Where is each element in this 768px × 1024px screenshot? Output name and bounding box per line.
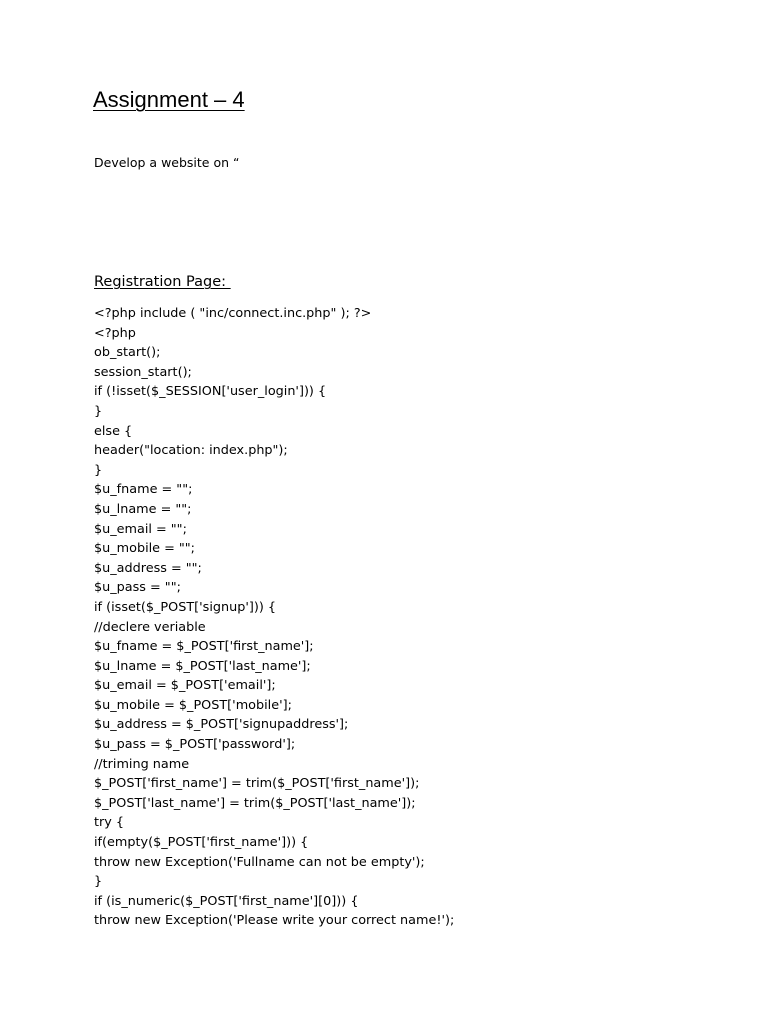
- section-heading-registration: Registration Page:: [94, 274, 231, 290]
- code-line: $u_address = "";: [94, 560, 202, 576]
- code-line: throw new Exception('Please write your correct name!');: [94, 913, 455, 929]
- intro-text: Develop a website on “: [94, 155, 240, 170]
- code-line: $u_address = $_POST['signupaddress'];: [94, 717, 349, 733]
- code-line: if (isset($_POST['signup'])) {: [94, 599, 277, 615]
- code-line: $_POST['first_name'] = trim($_POST['first_name']);: [94, 776, 420, 792]
- code-line: $u_lname = "";: [94, 501, 192, 517]
- code-line: try {: [94, 815, 125, 831]
- code-line: }: [94, 462, 103, 478]
- code-line: if (is_numeric($_POST['first_name'][0])) {: [94, 893, 359, 909]
- code-line: }: [94, 403, 103, 419]
- code-line: $u_mobile = "";: [94, 541, 195, 557]
- code-line: if (!isset($_SESSION['user_login'])) {: [94, 384, 327, 400]
- code-line: throw new Exception('Fullname can not be empty');: [94, 854, 425, 870]
- code-line: $u_lname = $_POST['last_name'];: [94, 658, 311, 674]
- code-line: <?php include ( "inc/connect.inc.php" ); ?>: [94, 306, 372, 321]
- code-line: $_POST['last_name'] = trim($_POST['last_name']);: [94, 795, 416, 811]
- code-line: ob_start();: [94, 345, 161, 361]
- code-line: else {: [94, 423, 133, 439]
- code-line: $u_pass = $_POST['password'];: [94, 737, 296, 753]
- code-listing: [94, 304, 734, 931]
- code-line: //triming name: [94, 756, 190, 772]
- code-line: //declere veriable: [94, 619, 206, 635]
- code-line: }: [94, 874, 103, 890]
- code-line: session_start();: [94, 364, 192, 380]
- code-line: header("location: index.php");: [94, 443, 288, 459]
- code-line: $u_pass = "";: [94, 580, 181, 596]
- document-title: Assignment – 4: [93, 87, 245, 112]
- code-line: $u_fname = $_POST['first_name'];: [94, 639, 314, 655]
- code-line: <?php: [94, 325, 136, 341]
- code-line: $u_email = "";: [94, 521, 187, 537]
- code-line: if(empty($_POST['first_name'])) {: [94, 835, 309, 851]
- code-line: $u_mobile = $_POST['mobile'];: [94, 697, 292, 713]
- code-line: $u_email = $_POST['email'];: [94, 678, 276, 694]
- code-line: $u_fname = "";: [94, 482, 193, 498]
